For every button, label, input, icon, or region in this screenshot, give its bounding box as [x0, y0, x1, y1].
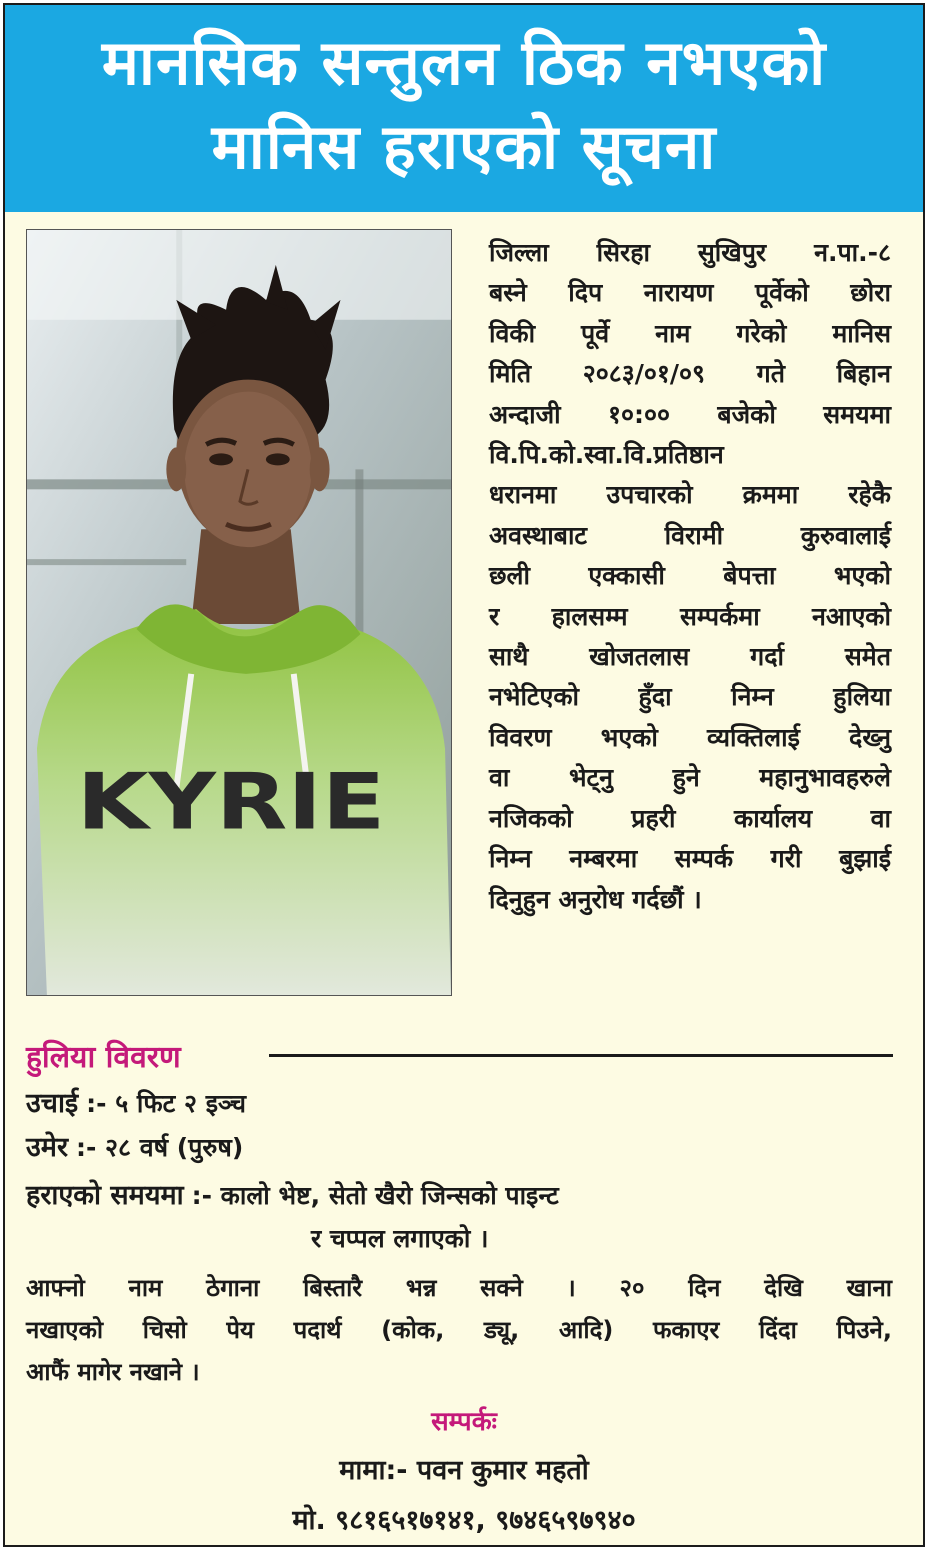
age-value: :- २८ वर्ष (पुरुष) — [75, 1133, 244, 1162]
description-line: छली एक्कासी बेपत्ता भएको — [489, 561, 891, 591]
height-row — [26, 1083, 246, 1120]
height-value: :- ५ फिट २ इञ्च — [86, 1089, 247, 1118]
description-line: जिल्ला सिरहा सुखिपुर न.पा.-८ — [489, 238, 891, 267]
notes-line: आफैं मागेर नखाने । — [26, 1358, 200, 1386]
contact-heading: सम्पर्कः — [431, 1407, 497, 1437]
clothing-value-continued: र चप्पल लगाएको । — [311, 1224, 489, 1253]
notes-line: आफ्नो नाम ठेगाना बिस्तारै भन्न सक्ने । २० दिन देखि खाना — [26, 1274, 892, 1302]
description-line: वि.पि.को.स्वा.वि.प्रतिष्ठान — [489, 440, 724, 470]
headline-line-2: मानिस हराएको सूचना — [211, 110, 717, 183]
description-line: नभेटिएको हुँदा निम्न हुलिया — [489, 682, 891, 712]
description-line: मिति २०८३/०१/०९ गते बिहान — [489, 359, 891, 389]
description-line: बस्ने दिप नारायण पूर्वेको छोरा — [489, 278, 891, 308]
description-line: र हालसम्म सम्पर्कमा नआएको — [489, 601, 891, 631]
height-label: उचाई — [26, 1088, 79, 1119]
description-line: धरानमा उपचारको क्रममा रहेकै — [489, 480, 891, 510]
notes-line: नखाएको चिसो पेय पदार्थ (कोक, ड्यू, आदि) फकाएर दिंदा पिउने, — [26, 1316, 892, 1344]
description-line: वा भेट्नु हुने महानुभावहरुले — [489, 763, 891, 793]
headline-banner — [5, 5, 923, 212]
behavior-notes — [26, 1267, 892, 1393]
clothing-row — [26, 1175, 559, 1212]
contact-phone-numbers: मो. ९८१६५१७१४१, ९७४६५९७९४० — [292, 1505, 636, 1536]
description-line: नजिकको प्रहरी कार्यालय वा — [489, 803, 891, 833]
missing-person-notice — [3, 3, 925, 1547]
description-line: निम्न नम्बरमा सम्पर्क गरी बुझाई — [489, 844, 891, 874]
description-line: विवरण भएको व्यक्तिलाई देख्नु — [489, 722, 891, 752]
description-line: अवस्थाबाट विरामी कुरुवालाई — [489, 520, 891, 550]
shirt-print-text: KYRIE — [76, 757, 386, 848]
physical-description-heading: हुलिया विवरण — [26, 1040, 181, 1075]
missing-person-photo — [26, 229, 452, 996]
age-label: उमेर — [26, 1132, 68, 1163]
clothing-label: हराएको समयमा — [26, 1180, 184, 1211]
description-line: विकी पूर्वे नाम गरेको मानिस — [489, 318, 891, 348]
age-row — [26, 1127, 243, 1164]
description-paragraph — [489, 233, 891, 920]
headline-line-1: मानसिक सन्तुलन ठिक नभएको — [101, 26, 827, 99]
description-line: साथै खोजतलास गर्दा समेत — [489, 642, 891, 672]
portrait-illustration — [27, 230, 451, 995]
heading-divider — [269, 1054, 893, 1057]
clothing-value: :- कालो भेष्ट, सेतो खैरो जिन्सको पाइन्ट — [191, 1181, 559, 1210]
clothing-row-continued — [311, 1221, 489, 1255]
description-line: अन्दाजी १०:०० बजेको समयमा — [489, 399, 891, 429]
description-line: दिनुहुन अनुरोध गर्दछौं । — [489, 884, 702, 914]
contact-person: मामा:- पवन कुमार महतो — [339, 1455, 589, 1486]
